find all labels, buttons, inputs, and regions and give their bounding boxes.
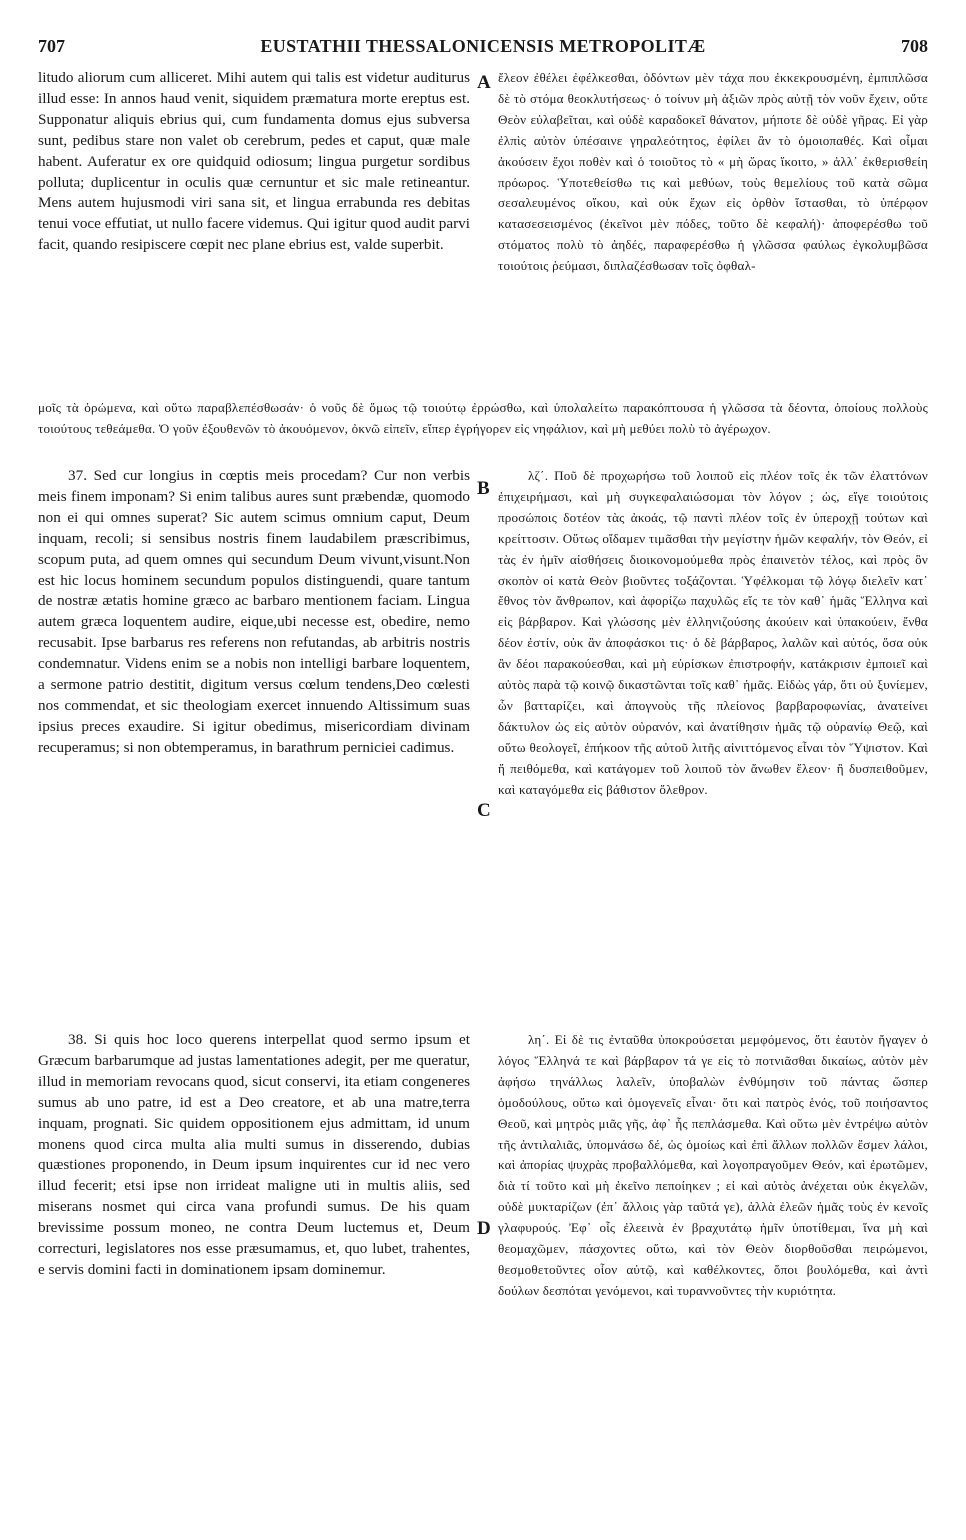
greek-paragraph: ἔλεον ἐθέλει ἐφέλκεσθαι, ὀδόντων μὲν τάχα που ἐκκεκρουσμένη, ἐμπιπλῶσα δὲ τὸ στόμα θεοκλυτήσεως· ὁ τοίνυν μὴ ἀξιῶν πρὸς αὐτῇ τὸν νοῦν ἔχειν, οὔτε Θεὸν εὐλαβεῖται, καὶ οὐδὲ καραδοκεῖ θάνατον, μήποτε δὲ οὐδὲ γῆρας. Εἰ γὰρ ἐλπὶς αὐτὸν ὑπέσαινε γηραλεότητος, ἐφίλει ἂν τὸ ὁμοιοπαθές. Καὶ οἶμαι ἀκούσειν ἔχοι ποθὲν καὶ ὁ τοιοῦτος τὸ « μὴ ὥρας ἵκοιτο, » ἀλλ᾽ ἐκθερισθείη πρόωρος. Ὑποτεθείσθω τις καὶ μεθύων, τοὺς θεμελίους τοῦ κατὰ σῶμα σεσαλευμένος οἴκου, καὶ οὐκ ἔχων εἰς ὀρθὸν ἵστασθαι, τὸ ὑπέρῳον κατασεσεισμένος (ἐκεῖνοι μὲν πόδες, τοῦτο δὲ κεφαλή)· ἀποφερέσθω τοῦ στόματος πολὺ τὸ ἀηδές, παραφερέσθω ἡ γλῶσσα φαύλως ἐγκολυμβῶσα τοιούτοις ῥεύμασι, διπλαζέσθωσαν τοῖς ὀφθαλ-	[498, 70, 928, 274]
margin-letter-a: A	[477, 72, 491, 93]
margin-letter-d: D	[477, 1218, 491, 1239]
greek-paragraph: λζ΄. Ποῦ δὲ προχωρήσω τοῦ λοιποῦ εἰς πλέον τοῖς ἐκ τῶν ἐλαττόνων ἐπιχειρήμασι, καὶ μὴ συγκεφαλαιώσομαι τὸν λόγον ; ὡς, εἴγε τοιούτοις προσώποις δοτέον τὰς ἀκοάς, τῷ παντὶ πλέον τοῖς ἐν ὑπεροχῇ τούτων καὶ κρείττοσιν. Οὕτως οἴδαμεν τιμᾶσθαι τὴν μεγίστην ἡμῶν κεφαλήν, τὸν Θεόν, εἰ τὰς ἐν ἡμῖν αἰσθήσεις διοικονομούμεθα πρὸς ἐπαινετὸν τέλος, καὶ πρὸς ὃν σκοπὸν οἱ κατὰ Θεὸν βιοῦντες τοξάζονται. Ὑφέλκομαι τῷ λόγῳ διελεῖν κατ᾽ ἔθνος τὸν ἄνθρωπον, καὶ ἀφορίζω παχυλῶς εἴς τε τὸν καθ᾽ ἡμᾶς Ἕλληνα καὶ εἰς βάρβαρον. Καὶ γλώσσης μὲν ἑλληνιζούσης ἀκούειν καὶ ὑπακούειν, ἔνθα δέον ἐστίν, οὐκ ἂν ἀποφάσκοι τις· ὁ δὲ βάρβαρος, λαλῶν καὶ αὐτός, ὅσα οὐκ ἂν δέοι παρακούεσθαι, καὶ μὴ εὑρίσκων ἐπιστροφήν, κατάκρισιν ἐμποιεῖ καὶ αὐτὸς παρὰ τῷ κοινῷ δικαστῶνται τοῖς καθ᾽ ἡμᾶς. Εἰδὼς γάρ, ὅτι οὐ ξυνίεμεν, ὧν βατταρίζει, καὶ ἀπογνοὺς τῆς πλείονος βαρβαροφωνίας, ἀνατείνει δάκτυλον ὡς εἰς αὐτὸν οὐρανόν, καὶ ἀνατίθησιν ἡμᾶς τῷ οὐρανίῳ Θεῷ, καὶ οὕτω θεολογεῖ, ἐπήκοον τῆς αὐτοῦ λιτῆς αἰνιττόμενος εἶναι τὸν Ὕψιστον. Καὶ ἤ πειθόμεθα, καὶ κατάγομεν τοῦ λοιποῦ τὸν ἄνωθεν ἔλεον· ἢ δυσπειθοῦμεν, καὶ καταγόμεθα εἰς βάθιστον ὄλεθρον.	[498, 468, 928, 797]
latin-paragraph: litudo aliorum cum alliceret. Mihi autem qui talis est videtur auditurus illud esse: In annos haud venit, siquidem præmatura morte ereptus est. Supponatur aliquis ebrius qui, cum fundamenta domus ejus subversa sunt, pedibus stare non valet ob cerebrum, pedes et caput, quæ male habent. Auferatur ex ore quidquid odiosum; lingua purgetur sordibus polluta; duplicentur in oculis quæ cernuntur et sic male retineantur. Mens autem hujusmodi viri sana sit, et lingua errabunda res debitas tenui voce effutiat, ut nullo facere videmus. Qui igitur quod audit parvi facit, quando resipiscere cœpit nec plane ebrius est, valde superbit.	[38, 69, 470, 254]
latin-column-section-36	[38, 68, 470, 394]
latin-column-section-38	[38, 1030, 470, 1460]
greek-fullwidth-continuation	[38, 398, 928, 464]
greek-column-section-36	[498, 68, 928, 394]
page-number-right: 708	[901, 36, 928, 56]
margin-letter-b: B	[477, 478, 490, 499]
running-title: EUSTATHII THESSALONICENSIS METROPOLITÆ	[260, 36, 706, 56]
margin-letter-c: C	[477, 800, 491, 821]
latin-column-section-37	[38, 466, 470, 936]
latin-paragraph: 38. Si quis hoc loco querens interpellat quod sermo ipsum et Græcum barbarumque ad justas lamentationes adegit, per me queratur, illud in memoriam revocans quod, sicut conservi, ita etiam congeneres sumus ab uno patre, id est a Deo creatore, et ab una matre,terra inquam, prognati. Sic quidem oppositionem ejus admittam, id unum monens quod circa multa alia multi sumus in disserendo, dubias quæstiones proponendo, in Deum ipsum inquirentes cur id nec vero illud fecerit; etsi ipse non irrideat maligne uti in multis aliis, sed miserans nosmet qui circa vana profundi sumus. De his quam brevissime possum moneo, ne contra Deum luctemus et, Deum correcturi, legislatores nos esse præsumamus, et, quo lubet, trahentes, e servis domini facti in dominationem ipsam dominemur.	[38, 1031, 470, 1278]
greek-column-section-37	[498, 466, 928, 1026]
page-number-left: 707	[38, 36, 65, 56]
running-header	[38, 36, 928, 62]
latin-paragraph: 37. Sed cur longius in cœptis meis procedam? Cur non verbis meis finem imponam? Si enim talibus aures sunt præbendæ, quomodo non ei qui omnes superat? Sic autem scimus omnium caput, Deum inquam, recoli; si sensibus nostris finem laudabilem præscribimus, scopum puta, ad quem omnes qui secundum Deum vivunt,visunt.Non est hic locus hominem secundum populos distinguendi, quare tantum de nostræ ætatis homine græco ac barbaro mentionem faciam. Lingua autem græca loquentem audire, eique,ubi necesse est, obedire, nemo recusabit. Ipse barbarus res referens non refutandas, ab arbitris nostris condemnatur. Videns enim se a nobis non intelligi barbare loquentem, a sermone patrio destitit, digitum versus cœlum tendens,Deo cœlesti nos commendat, et sic theologiam exercet innuendo Altissimum suas ipsius preces exaudire. Si igitur obedimus, misericordiam divinam recuperamus; si non obtemperamus, in barathrum perniciei cadimus.	[38, 467, 470, 756]
greek-paragraph: μοῖς τὰ ὁρώμενα, καὶ οὕτω παραβλεπέσθωσάν· ὁ νοῦς δὲ ὅμως τῷ τοιούτῳ ἐρρώσθω, καὶ ὑπολαλείτω παρακόπτουσα ἡ γλῶσσα τὰ δέοντα, ὁποίους πολλοὺς τοιούτους τεθεάμεθα. Ὁ γοῦν ἐξουθενῶν τὸ ἀκουόμενον, ὀκνῶ εἰπεῖν, εἴπερ ἐγρήγορεν εἰς νηφάλιον, καὶ μὴ μεθύει πολὺ τὸ ἀγέρωχον.	[38, 400, 928, 436]
greek-column-section-38	[498, 1030, 928, 1460]
greek-paragraph: λη΄. Εἰ δὲ τις ἐνταῦθα ὑποκρούσεται μεμφόμενος, ὅτι ἑαυτὸν ἤγαγεν ὁ λόγος Ἕλληνά τε καὶ βάρβαρον τά γε εἰς τὸ ποτνιᾶσθαι δικαίως, αὐτὸν μὲν ἀφήσω τηνάλλως λαλεῖν, ὑποβαλὼν ἐνθύμησιν τοῦ πάντας ὥσπερ ὁμοδούλους, οὕτω καὶ ὁμογενεῖς εἶναι· ὅτι καὶ πατρὸς ἑνός, τοῦ ποιήσαντος Θεοῦ, καὶ μητρὸς μιᾶς γῆς, ἀφ᾽ ἧς πεπλάσμεθα. Καὶ οὕτω μὲν ἐντρέψω αὐτὸν τῆς ἀντιλαλιᾶς, ὑπομνάσω δέ, ὡς ὁμοίως καὶ ἐπὶ ἄλλων πολλῶν ἔσμεν λάλοι, καὶ ἀπορίας ψυχρὰς προβαλλόμεθα, καὶ λογοπραγοῦμεν Θεόν, καὶ ἐρωτῶμεν, διὰ τί τοῦτο καὶ μὴ ἐκεῖνο πεποίηκεν ; εἰ καὶ αὐτὸς ἀνέχεται οὐκ ἐκγελῶν, οὐδὲ μυκταρίζων (ἐπ᾽ ἄλλοις γὰρ ταῦτά γε), ἀλλὰ ἐλεῶν ἡμᾶς τοὺς ἐν κενοῖς γλαφυρούς. Ἐφ᾽ οἷς ἐλεεινὰ ἐν βραχυτάτῳ ἡμῖν ὑποτίθεμαι, ἵνα μὴ καὶ θεομαχῶμεν, πάσχοντες οὕτω, καὶ τὸν Θεὸν διορθοῦσθαι πειρώμενοι, θεσμοθετοῦντες οἷον αὐτῷ, καὶ καθέλκοντες, ὅποι βουλόμεθα, καὶ ἀντὶ δούλων δεσπόται γενόμενοι, καὶ τυραννοῦντες τὴν κυριότητα.	[498, 1032, 928, 1298]
